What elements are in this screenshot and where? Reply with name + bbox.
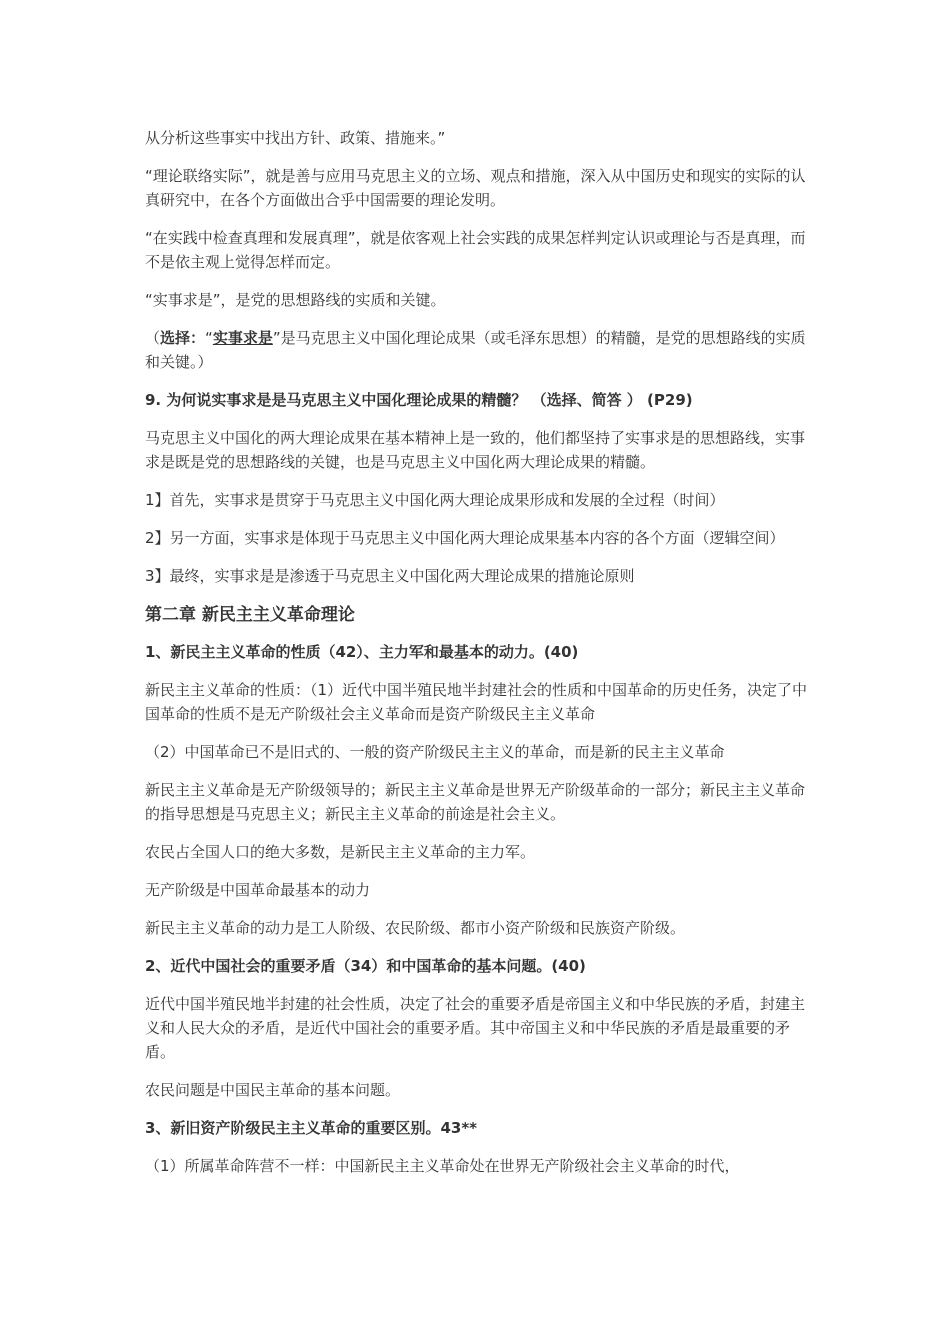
paragraph-choice-note	[145, 326, 810, 374]
choice-quote-open: “	[205, 329, 213, 347]
question-9-point-3: 3】最终，实事求是是渗透于马克思主义中国化两大理论成果的措施论原则	[145, 567, 635, 585]
paragraph-analysis: 从分析这些事实中找出方针、政策、措施来。”	[145, 129, 446, 147]
section-2-heading: 2、近代中国社会的重要矛盾（34）和中国革命的基本问题。(40)	[145, 957, 586, 975]
question-9-intro: 马克思主义中国化的两大理论成果在基本精神上是一致的，他们都坚持了实事求是的思想路线，实事求是既是党的思想路线的关键，也是马克思主义中国化两大理论成果的精髓。	[145, 429, 806, 471]
section-2-contradictions: 近代中国半殖民地半封建的社会性质，决定了社会的重要矛盾是帝国主义和中华民族的矛盾，封建主义和人民大众的矛盾，是近代中国社会的重要矛盾。其中帝国主义和中华民族的矛盾是最重要的矛盾。	[145, 995, 806, 1061]
choice-open-paren: （	[145, 329, 161, 347]
section-2-peasant-question: 农民问题是中国民主革命的基本问题。	[145, 1081, 401, 1099]
section-1-nature-2: （2）中国革命已不是旧式的、一般的资产阶级民主主义的革命，而是新的民主主义革命	[145, 743, 725, 761]
document-page	[145, 126, 810, 1192]
question-9-point-1: 1】首先，实事求是贯穿于马克思主义中国化两大理论成果形成和发展的全过程（时间）	[145, 491, 725, 509]
section-1-basic-power: 无产阶级是中国革命最基本的动力	[145, 881, 371, 899]
section-3-heading: 3、新旧资产阶级民主主义革命的重要区别。43**	[145, 1119, 478, 1137]
paragraph-test-truth: “在实践中检查真理和发展真理”，就是依客观上社会实践的成果怎样判定认识或理论与否是真理，而不是依主观上觉得怎样而定。	[145, 229, 806, 271]
paragraph-theory-practice: “理论联络实际”，就是善与应用马克思主义的立场、观点和措施，深入从中国历史和现实的实际的认真研究中，在各个方面做出合乎中国需要的理论发明。	[145, 167, 806, 209]
question-9-point-2: 2】另一方面，实事求是体现于马克思主义中国化两大理论成果基本内容的各个方面（逻辑空间）	[145, 529, 785, 547]
section-3-difference-1: （1）所属革命阵营不一样：中国新民主主义革命处在世界无产阶级社会主义革命的时代，	[145, 1157, 740, 1175]
section-1-nature: 新民主主义革命的性质：（1）近代中国半殖民地半封建社会的性质和中国革命的历史任务，决定了中国革命的性质不是无产阶级社会主义革命而是资产阶级民主主义革命	[145, 681, 808, 723]
chapter-2-title: 第二章 新民主主义革命理论	[145, 605, 355, 625]
choice-term: 实事求是	[212, 329, 273, 347]
section-1-main-force: 农民占全国人口的绝大多数，是新民主主义革命的主力军。	[145, 843, 536, 861]
choice-label: 选择：	[160, 329, 206, 347]
choice-rest: ”是马克思主义中国化理论成果（或毛泽东思想）的精髓，是党的思想路线的实质和关键。）	[145, 329, 806, 371]
section-1-leadership: 新民主主义革命是无产阶级领导的；新民主主义革命是世界无产阶级革命的一部分；新民主主义革命的指导思想是马克思主义；新民主主义革命的前途是社会主义。	[145, 781, 806, 823]
paragraph-seek-truth: “实事求是”，是党的思想路线的实质和关键。	[145, 291, 446, 309]
section-1-heading: 1、新民主主义革命的性质（42）、主力军和最基本的动力。(40)	[145, 643, 579, 661]
section-1-driving-forces: 新民主主义革命的动力是工人阶级、农民阶级、都市小资产阶级和民族资产阶级。	[145, 919, 686, 937]
question-9-heading: 9. 为何说实事求是是马克思主义中国化理论成果的精髓？ （选择、简答 ） (P29)	[145, 391, 693, 409]
